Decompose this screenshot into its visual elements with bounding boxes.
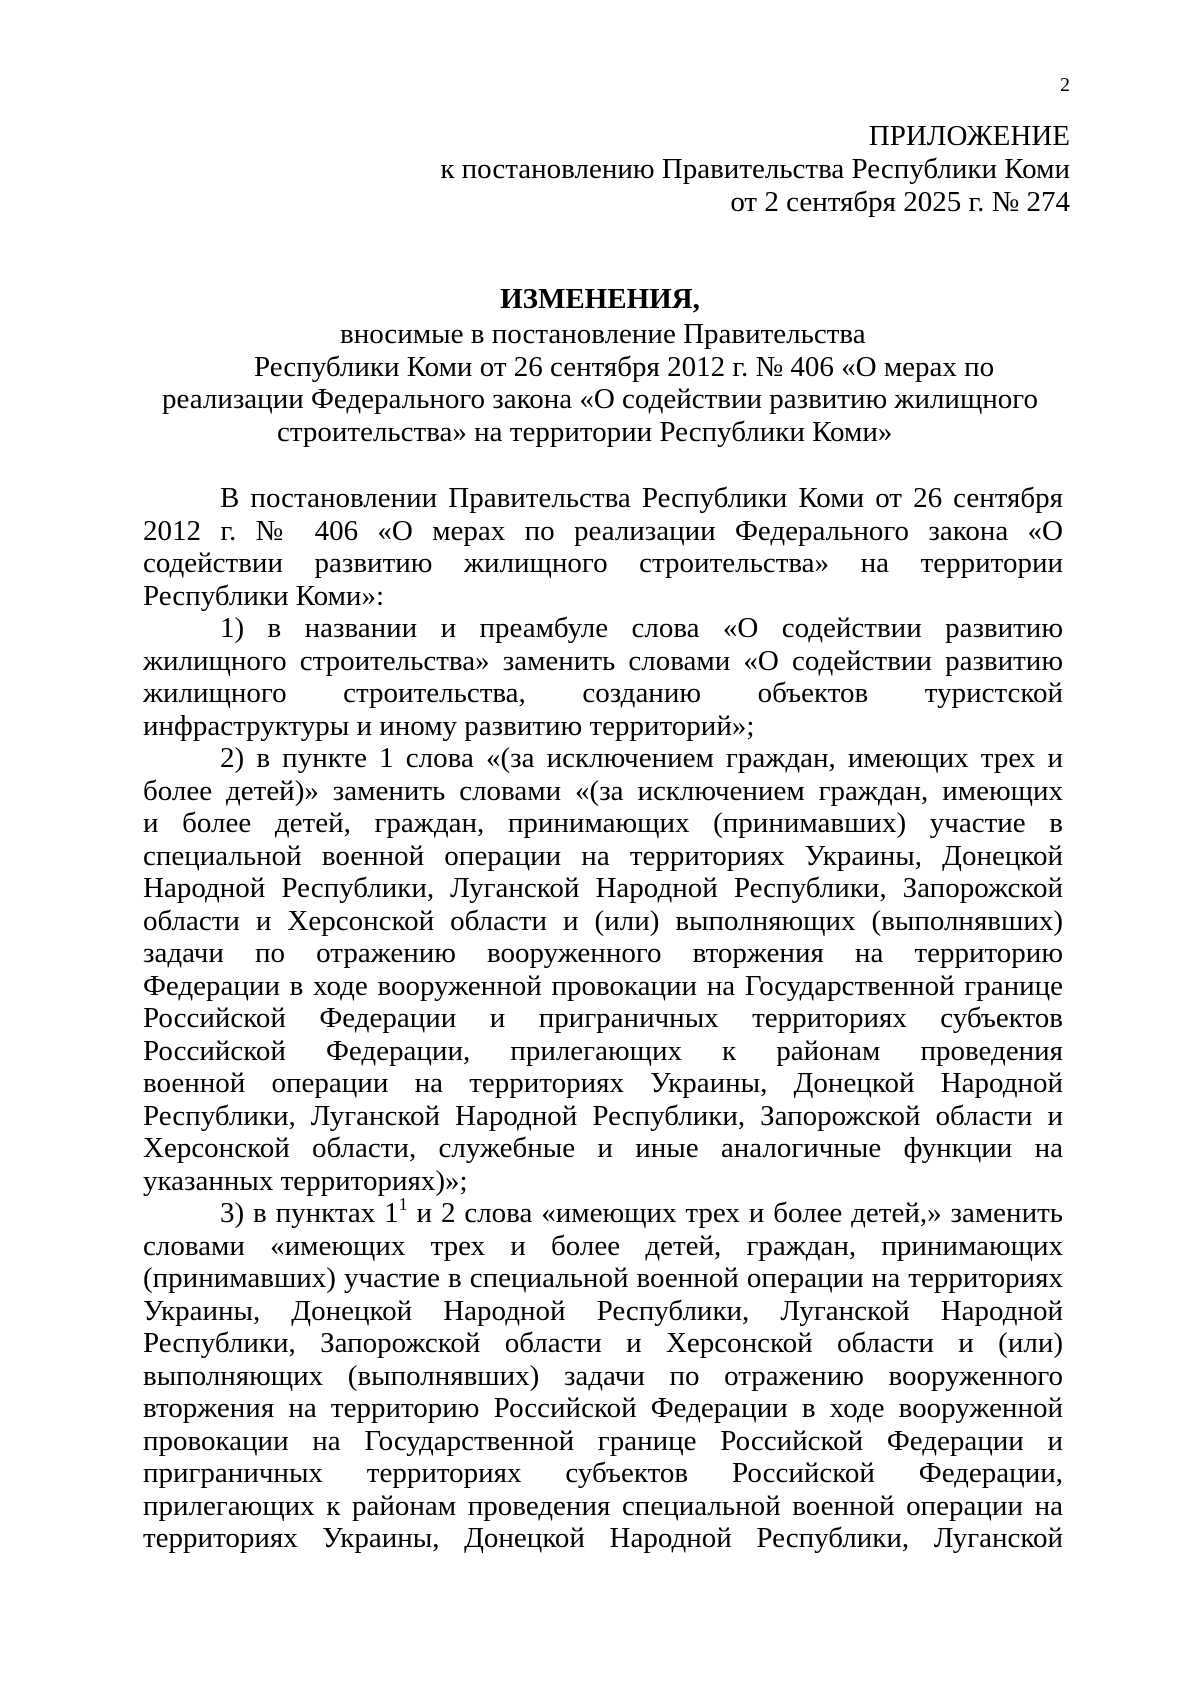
subtitle-line: строительства» на территории Республики Коми»: [277, 415, 893, 448]
body-line: более детей)» заменить словами «(за исключением граждан, имеющих: [143, 774, 1063, 807]
body-line: и более детей, граждан, принимающих (принимавших) участие в: [143, 807, 1063, 839]
body-line: задачи по отражению вооруженного вторжения на территорию: [143, 937, 1063, 969]
body-line: территориях Украины, Донецкой Народной Республики, Луганской: [143, 1522, 1063, 1554]
appendix-date-number: от 2 сентября 2025 г. № 274: [730, 186, 1070, 218]
subtitle-line: вносимые в постановление Правительства: [340, 318, 866, 350]
appendix-label: ПРИЛОЖЕНИЕ: [868, 120, 1070, 152]
body-line: словами «имеющих трех и более детей, граждан, принимающих: [143, 1229, 1063, 1262]
body-line: В постановлении Правительства Республики Коми от 26 сентября: [220, 482, 1063, 514]
subtitle-line: реализации Федерального закона «О содействии развитию жилищного: [162, 383, 1038, 415]
body-line: вторжения на территорию Российской Федерации в ходе вооруженной: [143, 1392, 1063, 1424]
body-line: Народной Республики, Луганской Народной Республики, Запорожской: [143, 872, 1063, 904]
document-body: [143, 482, 1063, 1555]
page-number: 2: [1060, 74, 1070, 96]
appendix-header: [310, 120, 1070, 219]
subtitle-line: Республики Коми от 26 сентября 2012 г. № 406 «О мерах по: [254, 350, 995, 383]
body-line: Республики, Запорожской области и Херсонской области и (или): [143, 1327, 1063, 1359]
body-line: области и Херсонской области и (или) выполняющих (выполнявших): [143, 904, 1063, 937]
body-line: 2) в пункте 1 слова «(за исключением граждан, имеющих трех и: [220, 742, 1063, 774]
appendix-reference: к постановлению Правительства Республики Коми: [440, 153, 1070, 185]
body-line: выполняющих (выполнявших) задачи по отражению вооруженного: [143, 1359, 1063, 1392]
body-line: Украины, Донецкой Народной Республики, Луганской Народной: [143, 1294, 1063, 1327]
body-line: прилегающих к районам проведения специальной военной операции на: [143, 1489, 1063, 1522]
body-text-fragment: 3) в пунктах 1: [220, 1197, 399, 1229]
body-line: инфраструктуры и иному развитию территорий»;: [143, 709, 755, 742]
body-line: специальной военной операции на территориях Украины, Донецкой: [143, 839, 1063, 872]
body-line: жилищного строительства» заменить словами «О содействии развитию: [143, 644, 1063, 677]
body-line: Херсонской области, служебные и иные аналогичные функции на: [143, 1132, 1063, 1164]
body-line: [143, 1197, 1063, 1230]
document-title: ИЗМЕНЕНИЯ,: [500, 283, 700, 315]
body-line: Федерации в ходе вооруженной провокации на Государственной границе: [143, 969, 1063, 1002]
body-line: провокации на Государственной границе Российской Федерации и: [143, 1424, 1063, 1457]
body-line: 1) в названии и преамбуле слова «О содействии развитию: [220, 612, 1063, 644]
body-line: Республики Коми»:: [143, 579, 385, 612]
body-line: Республики, Луганской Народной Республики, Запорожской области и: [143, 1099, 1063, 1132]
body-line: приграничных территориях субъектов Российской Федерации,: [143, 1457, 1063, 1489]
body-text-fragment: и 2 слова «имеющих трех и более детей,» заменить: [407, 1197, 1063, 1229]
document-subtitle: [0, 318, 1200, 448]
body-line: содействии развитию жилищного строительства» на территории: [143, 547, 1063, 579]
body-line: (принимавших) участие в специальной военной операции на территориях: [143, 1262, 1063, 1294]
body-line: Российской Федерации и приграничных территориях субъектов: [143, 1002, 1063, 1034]
body-line: Российской Федерации, прилегающих к районам проведения: [143, 1034, 1063, 1067]
body-line: жилищного строительства, созданию объектов туристской: [143, 677, 1063, 709]
body-line: указанных территориях)»;: [143, 1164, 468, 1197]
body-line: 2012 г. № 406 «О мерах по реализации Федерального закона «О: [143, 514, 1063, 547]
superscript: 1: [398, 1197, 408, 1214]
body-line: военной операции на территориях Украины, Донецкой Народной: [143, 1067, 1063, 1099]
